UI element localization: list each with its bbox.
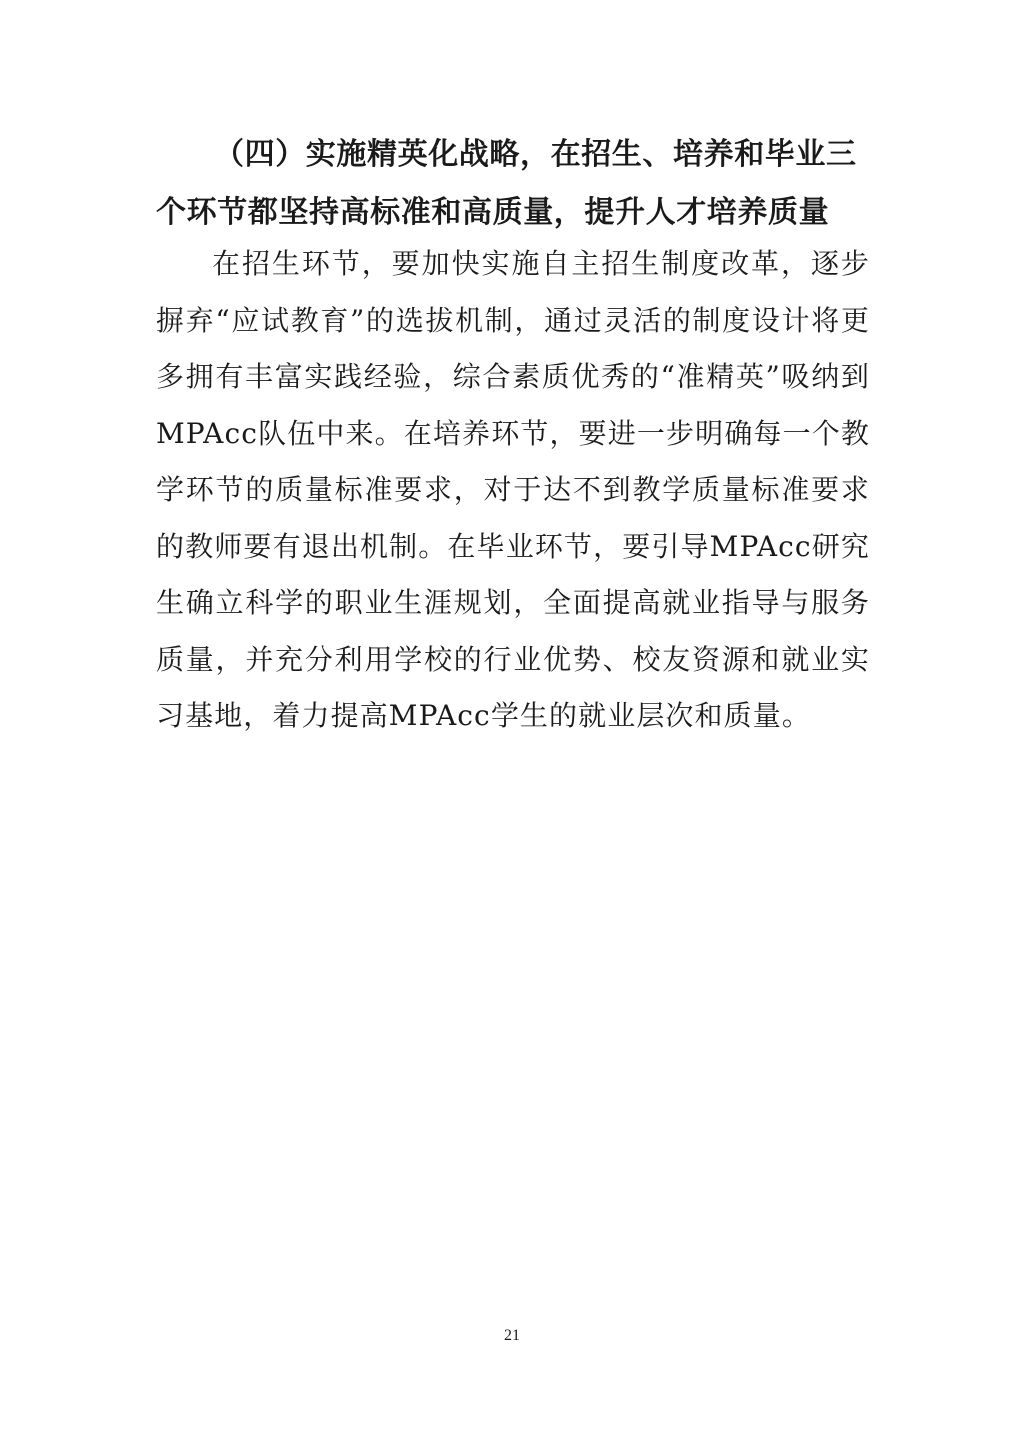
body-paragraph: 在招生环节，要加快实施自主招生制度改革，逐步摒弃“应试教育”的选拔机制，通过灵活的制度设计将更多拥有丰富实践经验，综合素质优秀的“准精英”吸纳到MPAcc队伍中来。在培养环节，要进一步明确每一个教学环节的质量标准要求，对于达不到教学质量标准要求的教师要有退出机制。在毕业环节，要引导MPAcc研究生确立科学的职业生涯规划，全面提高就业指导与服务质量，并充分利用学校的行业优势、校友资源和就业实习基地，着力提高MPAcc学生的就业层次和质量。 — [156, 247, 870, 732]
page-number: 21 — [504, 1327, 520, 1344]
section-heading: （四）实施精英化战略，在招生、培养和毕业三个环节都坚持高标准和高质量，提升人才培养质量 — [156, 137, 857, 230]
